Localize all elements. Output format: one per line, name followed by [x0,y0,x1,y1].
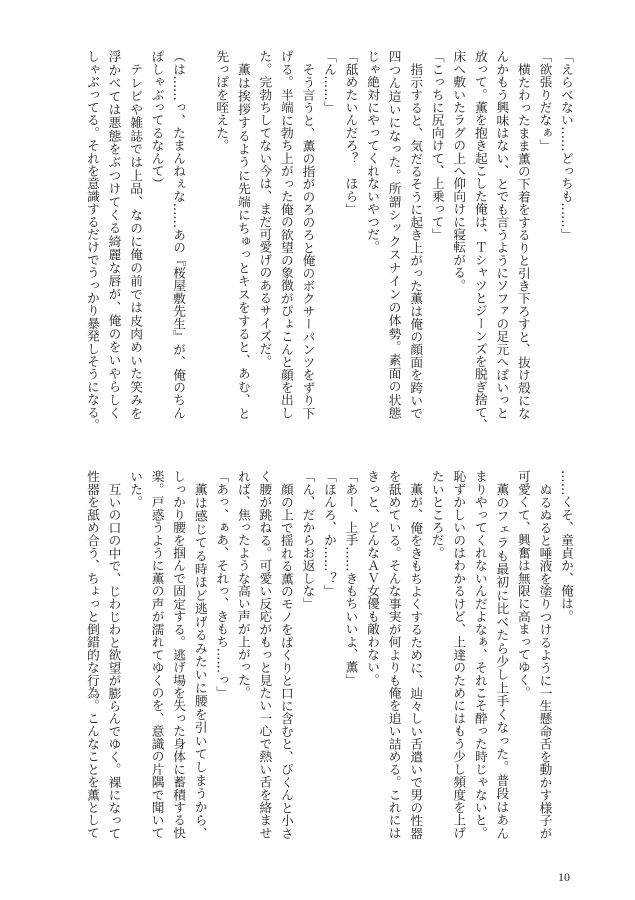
text-line: 恥ずかしいのはわかるけど、上達のためにはもう少し頻度を上げ [451,470,467,839]
text-line: （は……っ、たまんねぇな……あの『桜屋敷先生』が、俺のちん [171,50,187,419]
text-line: きっと、どんなＡＶ女優も敵わない。 [365,470,381,686]
text-line: 放って。薫を抱き起こした俺は、Ｔシャツとジーンズを脱ぎ捨て、 [472,50,488,431]
text-line: 薫は感じてる時ほど逃げるみたいに腰を引いてしまうから、 [192,482,208,839]
text-line: 楽。戸惑うように薫の声が濡れてゆくのを、意識の片隅で聞いて [149,470,165,839]
text-line: 薫は挨拶するように先端にちゅっとキスをすると、あむ、と [235,62,251,419]
page-number: 10 [558,870,570,884]
text-line: 「こっちに尻向けて、上乗って」 [429,50,445,241]
text-line: 浮かべては悪態をぶつけてくる綺麗な唇が、俺のをいやらしく [106,50,122,419]
text-line: 床へ敷いたラグの上へ仰向けに寝転がる。 [451,50,467,292]
text-line: ぽしゃぶってるなんて） [149,50,165,190]
text-line: たいところだ。 [429,470,445,559]
text-line: 「欲張りだなぁ」 [537,50,553,152]
text-line: く腰が跳ねる。可愛い反応がもっと見たい一心で熱い舌を絡ませ [257,470,273,839]
text-line: 薫が、俺をきもちよくするために、辿々しい舌遣いで男の性器 [408,482,424,839]
text-line: 性器を舐め合う、ちょっと倒錯的な行為。こんなことを薫として [84,470,100,839]
text-line: 「ん、だからお返しな」 [300,470,316,610]
text-line: 「あー、上手……きもちいいよ、薫」 [343,470,359,686]
text-line: 「あっ、ぁあ、それっ、きもち……っ」 [214,470,230,699]
text-line: げる。半端に勃ち上がった俺の欲望の象徴がぴょこんと顔を出し [278,50,294,419]
text-line: 「えらべない……どっちも……」 [559,50,574,241]
text-line: 四つん這いになった。所謂シックスナインの体勢。素面の状態 [386,50,402,419]
text-line: ぬるぬると唾液を塗りつけるように一生懸命舌を動かす様子が [537,482,553,839]
text-line: 「ほんろ、か……？」 [321,470,337,597]
text-line: を舐めている。そんな事実が何よりも俺を追い詰める。これには [386,470,402,839]
text-line: れば、焦ったような高い声が上がった。 [235,470,251,699]
top-text-block [81,50,577,431]
text-line: じゃ絶対にやってくれないやつだ。 [365,50,381,254]
text-line: そう言うと、薫の指がのろのろと俺のボクサーパンツをずり下 [300,62,316,419]
text-line: 横たわったまま薫の下着をするりと引き下ろすと、抜け殻にな [515,62,531,419]
text-line: 顔の上で揺れる薫のモノをぱくりと口に含むと、ぴくんと小さ [278,482,294,839]
text-line: 「舐めたいんだろ？ ほら」 [343,50,359,216]
text-line: しゃぶってる。それを意識するだけでうっかり暴発しそうになる。 [84,50,100,431]
text-line: 指示すると、気だるそうに起き上がった薫は俺の顔面を跨いで [408,62,424,419]
text-line: 薫のフェラも最初に比べたら少し上手くなった。普段はあん [494,482,510,839]
text-line: しっかり腰を掴んで固定する。逃げ場を失った身体に蓄積する快 [171,470,187,839]
text-line: 可愛くて、興奮は無限に高まってゆく。 [515,470,531,699]
text-line: ……くそ、童貞か、俺は。 [559,470,574,623]
text-line: いた。 [128,470,144,509]
bottom-text-block [81,470,577,839]
text-line: 先っぽを咥えた。 [214,50,230,152]
text-line: まりやってくれないんだよなぁ、それこそ酔った時じゃないと。 [472,470,488,839]
text-line: テレビや雑誌では上品、なのに俺の前では皮肉めいた笑みを [128,62,144,419]
text-line: た。完勃ちしてない今は、まだ可愛げのあるサイズだ。 [257,50,273,368]
text-line: んかもう興味はない、とでも言うようにソファの足元へぽいっと [494,50,510,419]
text-line: 互いの口の中で、じわじわと欲望が膨らんでゆく。裸になって [106,482,122,839]
text-line: 「ん……」 [321,50,337,114]
blank-line [189,50,211,419]
